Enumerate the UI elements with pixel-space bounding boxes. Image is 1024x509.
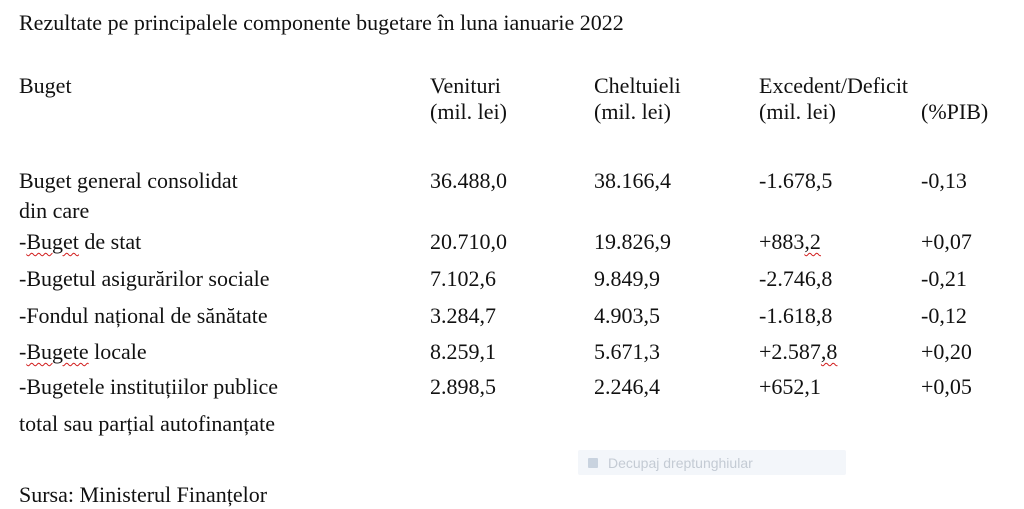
cell-sold: -1.678,5 bbox=[759, 168, 833, 193]
header-buget: Buget bbox=[19, 73, 72, 98]
cell-venituri: 3.284,7 bbox=[430, 303, 496, 328]
crop-tooltip[interactable] bbox=[578, 450, 846, 475]
cell-venituri: 20.710,0 bbox=[430, 229, 507, 254]
crop-icon bbox=[588, 458, 598, 468]
header-pib-unit: (%PIB) bbox=[921, 99, 989, 124]
row-name-continuation: total sau parțial autofinanțate bbox=[19, 411, 275, 436]
cell-cheltuieli: 19.826,9 bbox=[594, 229, 671, 254]
cell-venituri: 8.259,1 bbox=[430, 339, 496, 364]
cell-cheltuieli: 4.903,5 bbox=[594, 303, 660, 328]
row-name-asigurari: -Bugetul asigurărilor sociale bbox=[19, 266, 270, 291]
crop-tooltip-label: Decupaj dreptunghiular bbox=[608, 454, 753, 471]
row-name-bugete-locale bbox=[19, 339, 147, 365]
header-cheltuieli-unit: (mil. lei) bbox=[594, 99, 671, 124]
row-name-institutii: -Bugetele instituțiilor publice bbox=[19, 374, 279, 399]
cell-pib: +0,05 bbox=[921, 374, 972, 399]
cell-cheltuieli: 5.671,3 bbox=[594, 339, 660, 364]
cell-pib: +0,20 bbox=[921, 339, 972, 364]
source-note: Sursa: Ministerul Finanțelor bbox=[19, 482, 268, 507]
cell-pib: -0,12 bbox=[921, 303, 967, 328]
cell-venituri: 7.102,6 bbox=[430, 266, 496, 291]
cell-cheltuieli: 38.166,4 bbox=[594, 168, 671, 193]
cell-pib: -0,13 bbox=[921, 168, 967, 193]
row-name-general: Buget general consolidat bbox=[19, 168, 238, 193]
header-venituri-label: Venituri bbox=[430, 73, 501, 98]
page-title: Rezultate pe principalele componente bugetare în luna ianuarie 2022 bbox=[19, 10, 624, 35]
header-cheltuieli-label: Cheltuieli bbox=[594, 73, 681, 98]
row-name-din-care: din care bbox=[19, 198, 90, 223]
header-excedent-unit: (mil. lei) bbox=[759, 99, 836, 124]
cell-sold-rest: ,8 bbox=[820, 339, 838, 364]
row-name-buget-stat bbox=[19, 229, 141, 255]
cell-venituri: 2.898,5 bbox=[430, 374, 496, 399]
row-name-main: Bugete bbox=[26, 339, 89, 364]
cell-sold-main: +883 bbox=[759, 229, 805, 254]
cell-venituri: 36.488,0 bbox=[430, 168, 507, 193]
row-name-rest: locale bbox=[88, 339, 147, 364]
row-name-rest: de stat bbox=[78, 229, 142, 254]
cell-sold-main: +2.587 bbox=[759, 339, 821, 364]
cell-cheltuieli: 2.246,4 bbox=[594, 374, 660, 399]
header-excedent: Excedent/Deficit bbox=[759, 73, 909, 98]
cell-pib: +0,07 bbox=[921, 229, 972, 254]
row-name-prefix: - bbox=[19, 229, 27, 254]
cell-sold: -2.746,8 bbox=[759, 266, 833, 291]
cell-pib: -0,21 bbox=[921, 266, 967, 291]
cell-sold-rest: ,2 bbox=[804, 229, 821, 254]
header-venituri-unit: (mil. lei) bbox=[430, 99, 507, 124]
header-cheltuieli bbox=[594, 73, 681, 125]
cell-sold bbox=[759, 229, 821, 255]
row-name-prefix: - bbox=[19, 339, 27, 364]
cell-sold: +652,1 bbox=[759, 374, 821, 399]
row-name-fnuass: -Fondul național de sănătate bbox=[19, 303, 268, 328]
cell-sold bbox=[759, 339, 837, 365]
cell-cheltuieli: 9.849,9 bbox=[594, 266, 660, 291]
cell-sold: -1.618,8 bbox=[759, 303, 833, 328]
row-name-main: Buget bbox=[26, 229, 79, 254]
header-venituri bbox=[430, 73, 507, 125]
